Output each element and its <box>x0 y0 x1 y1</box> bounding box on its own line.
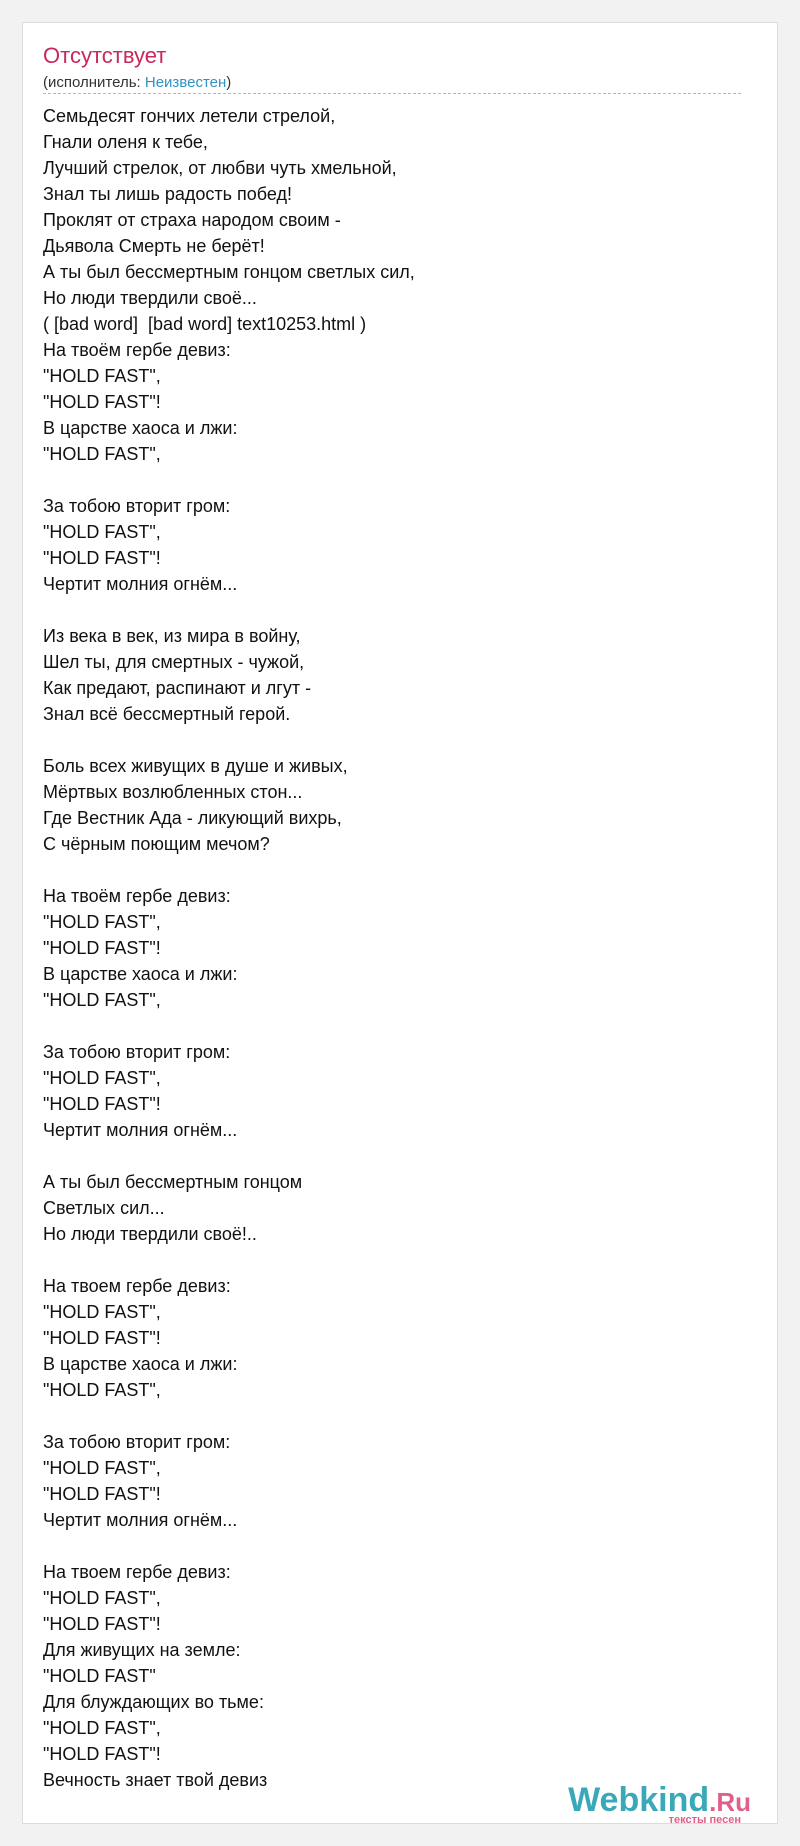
lyrics-line: "HOLD FAST", <box>43 1302 161 1322</box>
lyrics-line: ( [bad word] [bad word] text10253.html ) <box>43 314 367 334</box>
lyrics-line: В царстве хаоса и лжи: <box>43 964 238 984</box>
lyrics-blank-line <box>43 1143 743 1169</box>
song-meta <box>43 74 231 91</box>
lyrics-line: "HOLD FAST", <box>43 1588 161 1608</box>
lyrics-blank-line <box>43 1247 743 1273</box>
lyrics-line: На твоём гербе девиз: <box>43 886 231 906</box>
lyrics-line: Проклят от страха народом своим - <box>43 210 341 230</box>
lyrics-line: Но люди твердили своё... <box>43 288 257 308</box>
lyrics-line: А ты был бессмертным гонцом светлых сил, <box>43 262 415 282</box>
lyrics-line: "HOLD FAST"! <box>43 392 161 412</box>
lyrics-line: "HOLD FAST", <box>43 1718 161 1738</box>
artist-suffix: ) <box>226 74 232 91</box>
logo-tagline: тексты песен <box>668 1814 741 1826</box>
lyrics-line: "HOLD FAST"! <box>43 1614 161 1634</box>
lyrics-line: "HOLD FAST"! <box>43 1094 161 1114</box>
lyrics-line: За тобою вторит гром: <box>43 1042 231 1062</box>
logo-domain: .Ru <box>709 1787 751 1817</box>
lyrics-line: Дьявола Смерть не берёт! <box>43 236 265 256</box>
header-divider <box>43 93 741 94</box>
lyrics-line: В царстве хаоса и лжи: <box>43 418 238 438</box>
lyrics-line: Шел ты, для смертных - чужой, <box>43 652 305 672</box>
lyrics-line: Боль всех живущих в душе и живых, <box>43 756 348 776</box>
lyrics-line: А ты был бессмертным гонцом <box>43 1172 303 1192</box>
lyrics-line: "HOLD FAST"! <box>43 1484 161 1504</box>
lyrics-line: На твоем гербе девиз: <box>43 1562 231 1582</box>
lyrics-line: Чертит молния огнём... <box>43 1510 238 1530</box>
lyrics-text <box>43 103 743 1793</box>
lyrics-line: "HOLD FAST" <box>43 1666 156 1686</box>
lyrics-line: Знал всё бессмертный герой. <box>43 704 291 724</box>
logo-wordmark <box>568 1783 751 1817</box>
lyrics-line: Для блуждающих во тьме: <box>43 1692 264 1712</box>
lyrics-line: Как предают, распинают и лгут - <box>43 678 312 698</box>
lyrics-line: Гнали оленя к тебе, <box>43 132 208 152</box>
lyrics-line: "HOLD FAST", <box>43 522 161 542</box>
lyrics-line: В царстве хаоса и лжи: <box>43 1354 238 1374</box>
lyrics-line: На твоём гербе девиз: <box>43 340 231 360</box>
lyrics-line: "HOLD FAST"! <box>43 1328 161 1348</box>
lyrics-blank-line <box>43 857 743 883</box>
lyrics-line: "HOLD FAST", <box>43 444 161 464</box>
lyrics-line: Вечность знает твой девиз <box>43 1770 268 1790</box>
lyrics-line: Знал ты лишь радость побед! <box>43 184 293 204</box>
lyrics-blank-line <box>43 467 743 493</box>
song-title: Отсутствует <box>43 43 167 68</box>
lyrics-line: "HOLD FAST", <box>43 1380 161 1400</box>
lyrics-line: "HOLD FAST", <box>43 1068 161 1088</box>
lyrics-line: За тобою вторит гром: <box>43 496 231 516</box>
lyrics-line: "HOLD FAST", <box>43 366 161 386</box>
lyrics-blank-line <box>43 1013 743 1039</box>
logo-brand: Webkind <box>568 1781 710 1819</box>
lyrics-line: "HOLD FAST", <box>43 990 161 1010</box>
lyrics-line: С чёрным поющим мечом? <box>43 834 270 854</box>
lyrics-line: За тобою вторит гром: <box>43 1432 231 1452</box>
lyrics-line: Мёртвых возлюбленных стон... <box>43 782 303 802</box>
lyrics-line: Чертит молния огнём... <box>43 1120 238 1140</box>
lyrics-blank-line <box>43 1533 743 1559</box>
lyrics-line: Семьдесят гончих летели стрелой, <box>43 106 336 126</box>
lyrics-line: Но люди твердили своё!.. <box>43 1224 257 1244</box>
lyrics-line: "HOLD FAST", <box>43 912 161 932</box>
lyrics-line: Лучший стрелок, от любви чуть хмельной, <box>43 158 397 178</box>
lyrics-line: "HOLD FAST", <box>43 1458 161 1478</box>
lyrics-line: Из века в век, из мира в войну, <box>43 626 301 646</box>
lyrics-line: "HOLD FAST"! <box>43 1744 161 1764</box>
lyrics-blank-line <box>43 597 743 623</box>
artist-link[interactable]: Неизвестен <box>144 74 227 91</box>
lyrics-blank-line <box>43 727 743 753</box>
lyrics-line: Светлых сил... <box>43 1198 165 1218</box>
lyrics-line: Чертит молния огнём... <box>43 574 238 594</box>
song-card <box>22 22 778 1824</box>
lyrics-line: Для живущих на земле: <box>43 1640 241 1660</box>
lyrics-line: Где Вестник Ада - ликующий вихрь, <box>43 808 342 828</box>
lyrics-line: "HOLD FAST"! <box>43 938 161 958</box>
artist-prefix: (исполнитель: <box>43 74 145 91</box>
site-logo[interactable] <box>568 1783 751 1826</box>
lyrics-line: На твоем гербе девиз: <box>43 1276 231 1296</box>
lyrics-blank-line <box>43 1403 743 1429</box>
lyrics-line: "HOLD FAST"! <box>43 548 161 568</box>
